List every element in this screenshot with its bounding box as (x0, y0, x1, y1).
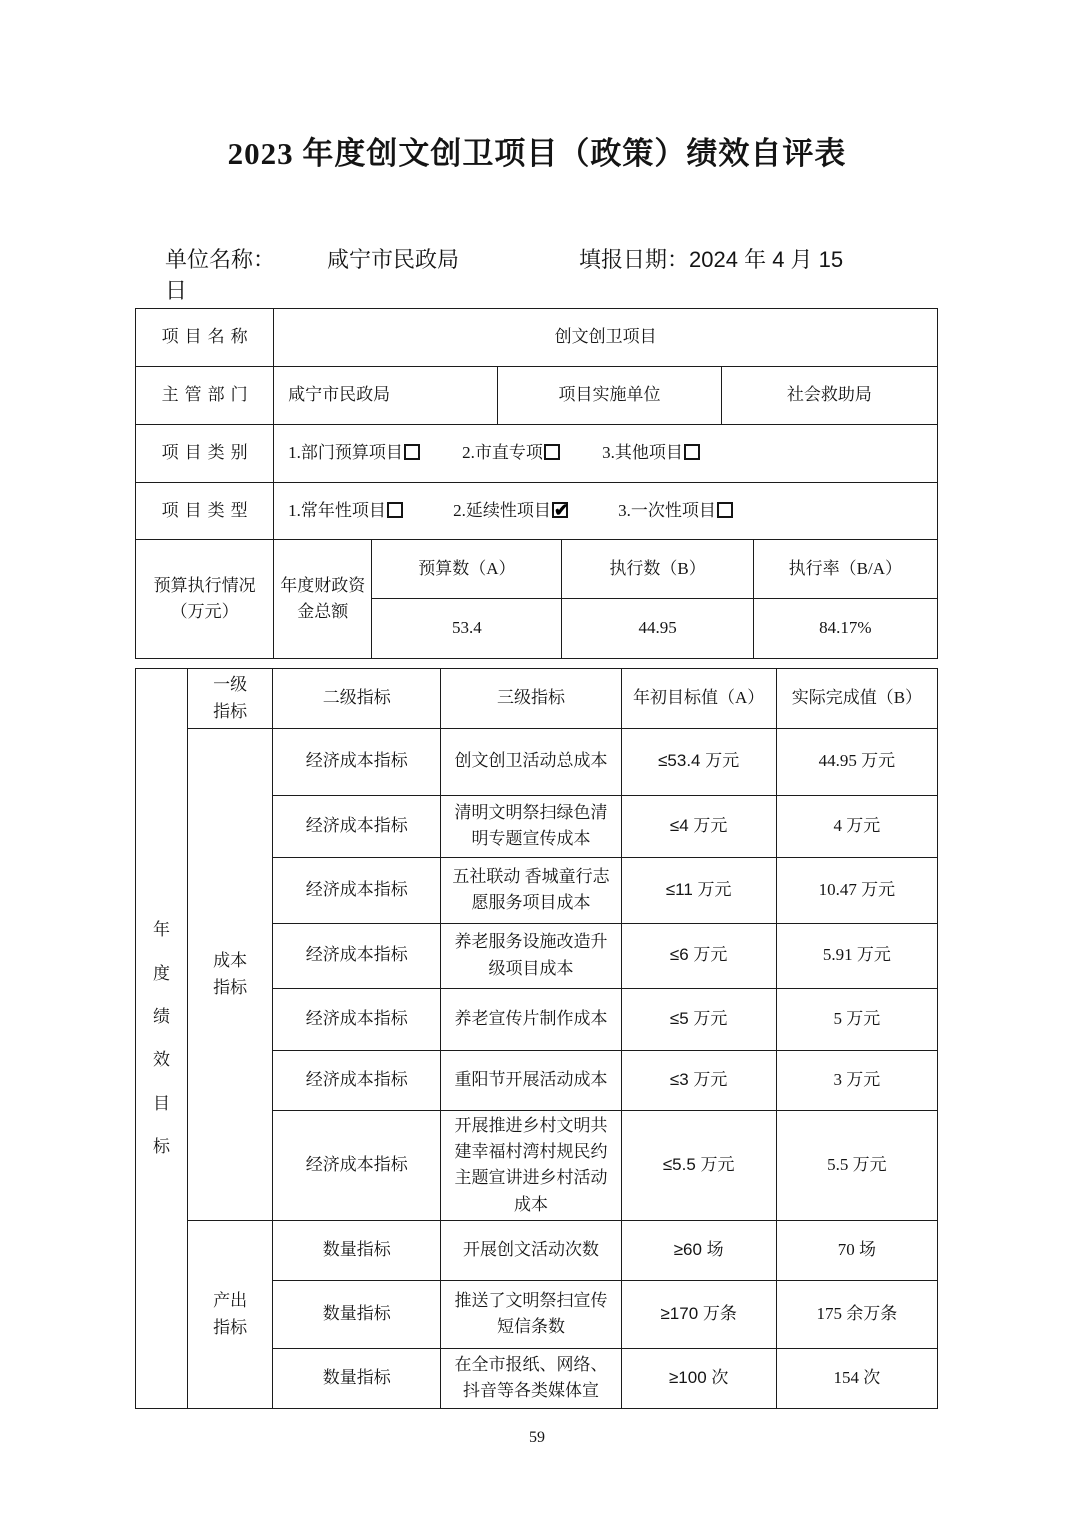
level2-cell: 数量指标 (273, 1348, 441, 1408)
level3-cell: 清明文明祭扫绿色清明专题宣传成本 (441, 795, 621, 857)
actual-cell: 5.91 万元 (776, 923, 937, 988)
actual-cell: 10.47 万元 (776, 857, 937, 923)
checkbox-checked-icon (552, 502, 568, 518)
level1-header: 一级指标 (188, 669, 273, 729)
level2-header: 二级指标 (273, 669, 441, 729)
actual-cell: 5.5 万元 (776, 1110, 937, 1220)
rate-col-header: 执行率（B/A） (753, 540, 937, 599)
level2-cell: 经济成本指标 (273, 1110, 441, 1220)
rate-value: 84.17% (753, 599, 937, 659)
actual-cell: 3 万元 (776, 1050, 937, 1110)
output-group-label: 产出指标 (188, 1220, 273, 1408)
type-option: 3.一次性项目 (618, 498, 733, 524)
budget-value: 53.4 (372, 599, 562, 659)
target-header: 年初目标值（A） (621, 669, 776, 729)
level2-cell: 经济成本指标 (273, 728, 441, 795)
level2-cell: 经济成本指标 (273, 857, 441, 923)
page-number: 59 (529, 1428, 545, 1446)
level2-cell: 经济成本指标 (273, 988, 441, 1050)
actual-cell: 4 万元 (776, 795, 937, 857)
target-cell: ≤11 万元 (621, 857, 776, 923)
indicator-row (136, 728, 938, 795)
target-cell: ≤5 万元 (621, 988, 776, 1050)
actual-cell: 154 次 (776, 1348, 937, 1408)
report-date-value: 2024 年 4 月 15 (689, 247, 844, 272)
actual-cell: 5 万元 (776, 988, 937, 1050)
project-name-value: 创文创卫项目 (274, 309, 938, 367)
actual-cell: 70 场 (776, 1220, 937, 1280)
department-label: 主管部门 (136, 367, 274, 425)
level3-cell: 推送了文明祭扫宣传短信条数 (441, 1280, 621, 1348)
category-option: 2.市直专项 (462, 440, 560, 466)
level3-cell: 重阳节开展活动成本 (441, 1050, 621, 1110)
cost-group-label: 成本指标 (188, 728, 273, 1220)
target-cell: ≤5.5 万元 (621, 1110, 776, 1220)
exec-value: 44.95 (562, 599, 753, 659)
checkbox-icon (404, 444, 420, 460)
target-cell: ≤3 万元 (621, 1050, 776, 1110)
actual-cell: 175 余万条 (776, 1280, 937, 1348)
annual-fund-label: 年度财政资金总额 (274, 540, 372, 659)
annual-performance-goal-label: 年度绩效目标 (136, 669, 188, 1409)
project-name-row (136, 309, 938, 367)
target-cell: ≤53.4 万元 (621, 728, 776, 795)
budget-header-row (136, 540, 938, 599)
project-info-table (135, 308, 938, 659)
level2-cell: 经济成本指标 (273, 923, 441, 988)
level3-cell: 养老服务设施改造升级项目成本 (441, 923, 621, 988)
type-option: 2.延续性项目 ✔ (453, 498, 568, 524)
info-block (165, 244, 925, 306)
target-cell: ≥170 万条 (621, 1280, 776, 1348)
category-option: 1.部门预算项目 (288, 440, 420, 466)
actual-cell: 44.95 万元 (776, 728, 937, 795)
checkbox-icon (717, 502, 733, 518)
project-name-label: 项目名称 (136, 309, 274, 367)
budget-exec-label: 预算执行情况 （万元） (136, 540, 274, 659)
level3-cell: 创文创卫活动总成本 (441, 728, 621, 795)
report-date-label: 填报日期： (579, 247, 690, 272)
target-cell: ≥60 场 (621, 1220, 776, 1280)
level2-cell: 经济成本指标 (273, 1050, 441, 1110)
checkbox-icon (387, 502, 403, 518)
level2-cell: 经济成本指标 (273, 795, 441, 857)
exec-col-header: 执行数（B） (562, 540, 753, 599)
level3-cell: 养老宣传片制作成本 (441, 988, 621, 1050)
project-category-options (274, 425, 938, 483)
level3-cell: 五社联动 香城童行志愿服务项目成本 (441, 857, 621, 923)
actual-header: 实际完成值（B） (776, 669, 937, 729)
indicator-header-row (136, 669, 938, 729)
impl-unit-label: 项目实施单位 (498, 367, 721, 425)
level2-cell: 数量指标 (273, 1220, 441, 1280)
project-type-label: 项目类型 (136, 483, 274, 540)
type-option: 1.常年性项目 (288, 498, 403, 524)
target-cell: ≥100 次 (621, 1348, 776, 1408)
indicator-row (136, 1220, 938, 1280)
department-value: 咸宁市民政局 (274, 367, 498, 425)
info-line (165, 244, 925, 275)
category-option: 3.其他项目 (602, 440, 700, 466)
project-category-row (136, 425, 938, 483)
unit-name-label: 单位名称： (165, 247, 276, 272)
project-category-label: 项目类别 (136, 425, 274, 483)
budget-col-header: 预算数（A） (372, 540, 562, 599)
target-cell: ≤6 万元 (621, 923, 776, 988)
indicator-table (135, 668, 938, 1409)
department-row (136, 367, 938, 425)
target-cell: ≤4 万元 (621, 795, 776, 857)
level3-cell: 开展推进乡村文明共建幸福村湾村规民约主题宣讲进乡村活动成本 (441, 1110, 621, 1220)
page-title: 2023 年度创文创卫项目（政策）绩效自评表 (227, 136, 847, 171)
project-type-options (274, 483, 938, 540)
impl-unit-value: 社会救助局 (721, 367, 937, 425)
checkbox-icon (544, 444, 560, 460)
checkbox-icon (684, 444, 700, 460)
level2-cell: 数量指标 (273, 1280, 441, 1348)
level3-header: 三级指标 (441, 669, 621, 729)
project-type-row (136, 483, 938, 540)
level3-cell: 开展创文活动次数 (441, 1220, 621, 1280)
level3-cell: 在全市报纸、网络、抖音等各类媒体宣 (441, 1348, 621, 1408)
unit-name-value: 咸宁市民政局 (327, 247, 460, 272)
report-date-wrap: 日 (165, 278, 188, 303)
